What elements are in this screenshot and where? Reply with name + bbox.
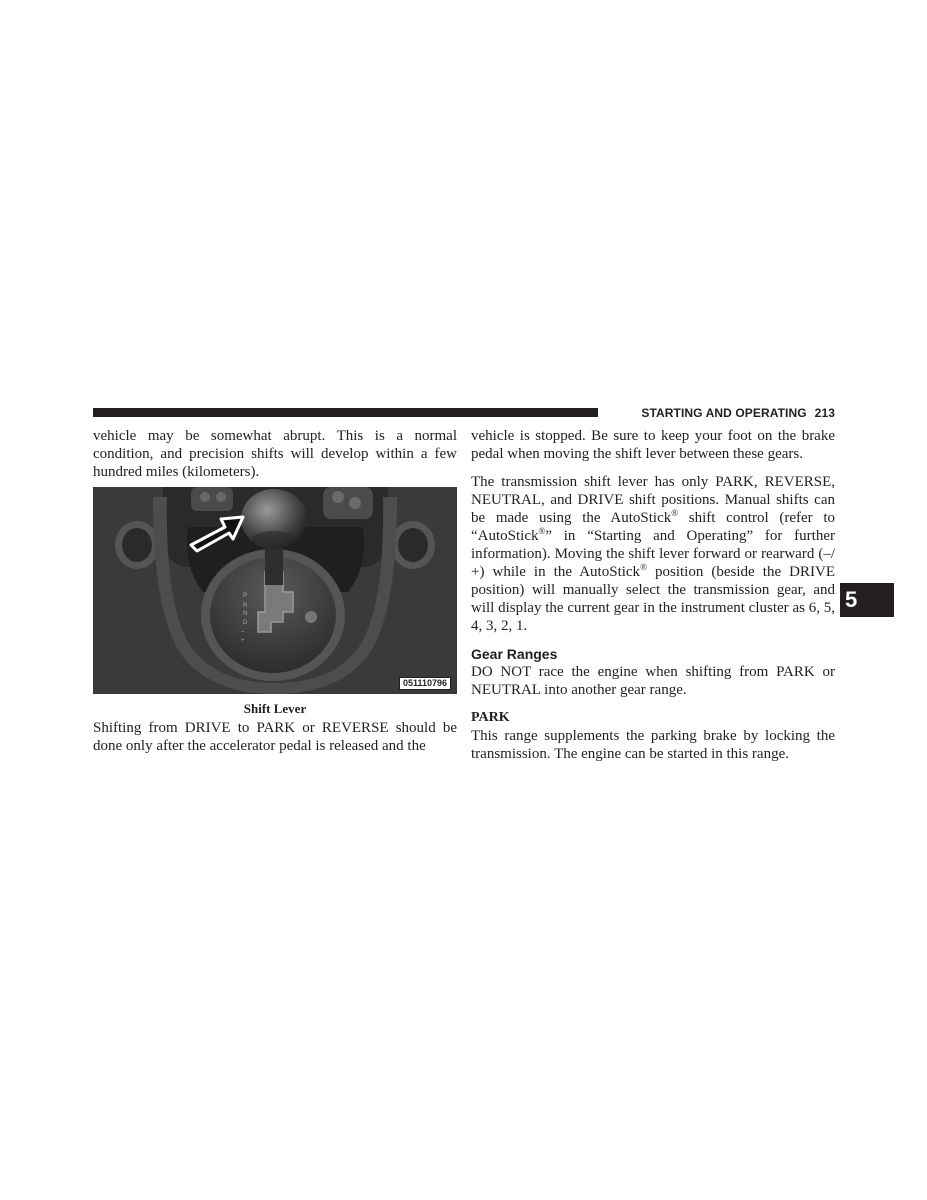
right-column — [471, 427, 835, 763]
figure-caption: Shift Lever — [243, 701, 307, 716]
chapter-number: 5 — [845, 587, 858, 612]
page-number: 213 — [814, 406, 835, 420]
header-rule — [93, 408, 598, 417]
registered-mark: ® — [671, 508, 679, 518]
paragraph-autostick: The transmission shift lever has only PARK, REVERSE, NEUTRAL, and DRIVE shift positions. Manual shifts can be made using the AutoStick® shift control (refer to “AutoStick®” in “Starting and Operating” for further information). Moving the shift lever forward or rearward (–/ +) while in the AutoStick® position (beside the DRIVE position) will manually select the transmission gear, and will display the current gear in the instrument cluster as 6, 5, 4, 3, 2, 1. — [471, 474, 836, 634]
left-column-bottom — [93, 719, 457, 755]
registered-mark: ® — [538, 526, 546, 536]
gate-label-p: P — [243, 593, 248, 599]
left-column-top — [93, 427, 457, 481]
gate-label-plus: + — [241, 638, 245, 644]
gate-label-d: D — [243, 620, 248, 626]
running-header — [606, 405, 835, 421]
shift-lever-figure — [93, 487, 457, 694]
registered-mark: ® — [640, 562, 647, 572]
gate-label-n: N — [243, 611, 248, 617]
shift-lever-illustration — [93, 487, 457, 694]
section-title: STARTING AND OPERATING — [641, 406, 807, 420]
paragraph: Shifting from DRIVE to PARK or REVERSE should be done only after the accelerator pedal is released and the — [93, 720, 457, 754]
section-heading-park: PARK — [471, 710, 510, 725]
paragraph: DO NOT race the engine when shifting from PARK or NEUTRAL into another gear range. — [471, 664, 835, 698]
paragraph: vehicle is stopped. Be sure to keep your foot on the brake pedal when moving the shift lever between these gears. — [471, 428, 835, 462]
chapter-tab — [840, 583, 894, 617]
paragraph: vehicle may be somewhat abrupt. This is a normal condition, and precision shifts will develop within a few hundred miles (kilometers). — [93, 428, 457, 480]
gate-label-r: R — [243, 603, 248, 609]
gate-label-minus: – — [241, 629, 245, 635]
figure-code: 051110796 — [399, 677, 451, 690]
section-heading-gear-ranges: Gear Ranges — [471, 646, 558, 662]
paragraph: This range supplements the parking brake by locking the transmission. The engine can be started in this range. — [471, 728, 835, 762]
